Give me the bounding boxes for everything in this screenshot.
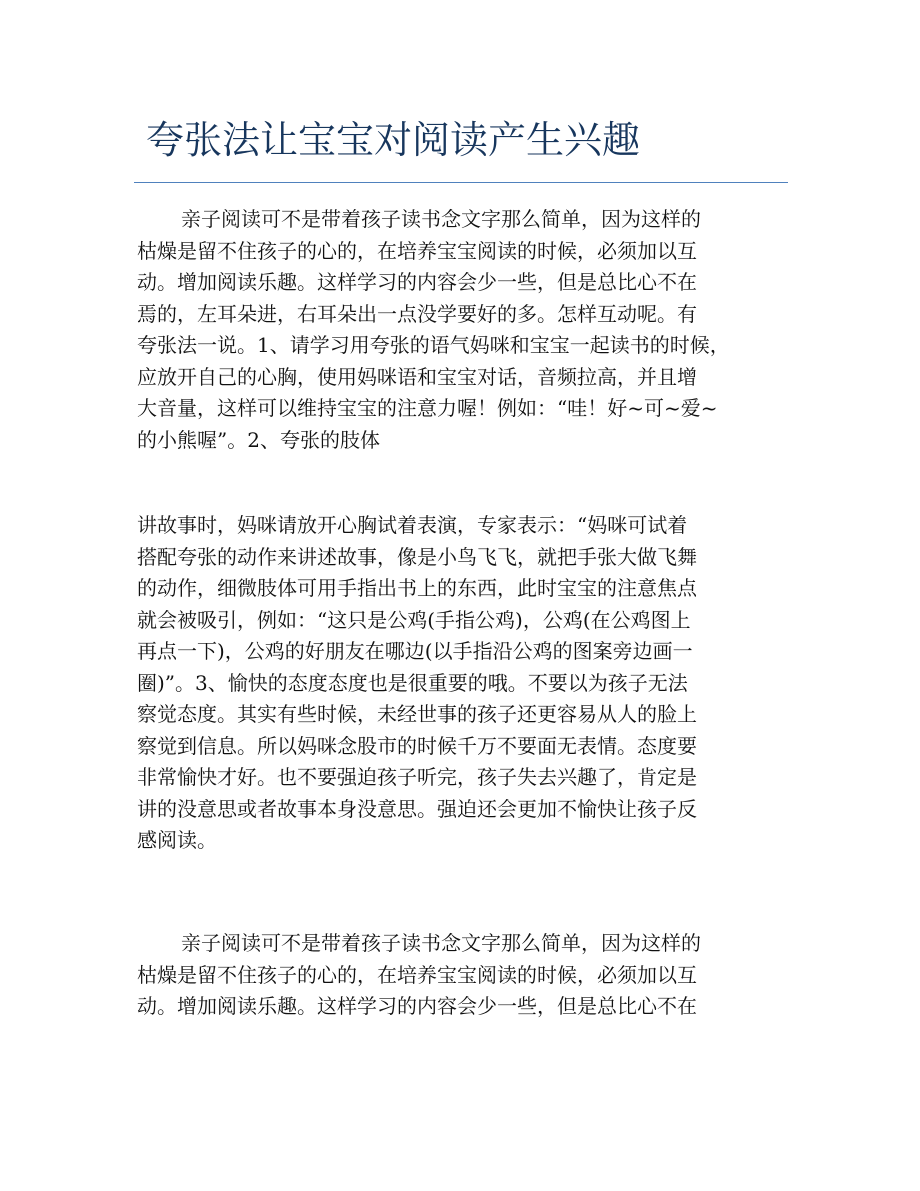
paragraph-3 bbox=[137, 928, 781, 1023]
text-line: 察觉到信息。所以妈咪念股市的时候千万不要面无表情。态度要 bbox=[137, 733, 697, 758]
text-line: 枯燥是留不住孩子的心的，在培养宝宝阅读的时候，必须加以互 bbox=[137, 962, 697, 987]
title-divider bbox=[134, 182, 788, 183]
text-line: 应放开自己的心胸，使用妈咪语和宝宝对话，音频拉高，并且增 bbox=[137, 364, 697, 389]
text-line: 就会被吸引，例如：“这只是公鸡(手指公鸡)，公鸡(在公鸡图上 bbox=[137, 607, 691, 632]
text-line: 再点一下)，公鸡的好朋友在哪边(以手指沿公鸡的图案旁边画一 bbox=[137, 639, 693, 663]
text-line: 讲的没意思或者故事本身没意思。强迫还会更加不愉快让孩子反 bbox=[137, 796, 697, 821]
text-line: 的动作，细微肢体可用手指出书上的东西，此时宝宝的注意焦点 bbox=[137, 576, 697, 600]
text-line: 亲子阅读可不是带着孩子读书念文字那么简单，因为这样的 bbox=[181, 207, 701, 231]
text-line: 非常愉快才好。也不要强迫孩子听完，孩子失去兴趣了，肯定是 bbox=[137, 765, 697, 789]
document-title: 夸张法让宝宝对阅读产生兴趣 bbox=[146, 118, 641, 162]
text-line: 讲故事时，妈咪请放开心胸试着表演，专家表示：“妈咪可试着 bbox=[137, 513, 688, 537]
text-line: 圈)”。3、愉快的态度态度也是很重要的哦。不要以为孩子无法 bbox=[137, 670, 688, 695]
paragraph-1 bbox=[137, 204, 781, 456]
text-line: 夸张法一说。1、请学习用夸张的语气妈咪和宝宝一起读书的时候， bbox=[137, 333, 730, 357]
text-line: 枯燥是留不住孩子的心的，在培养宝宝阅读的时候，必须加以互 bbox=[137, 238, 697, 263]
text-line: 察觉态度。其实有些时候，未经世事的孩子还更容易从人的脸上 bbox=[137, 702, 697, 726]
text-line: 大音量，这样可以维持宝宝的注意力喔！例如：“哇！好~可~爱~ bbox=[137, 396, 718, 420]
text-line: 动。增加阅读乐趣。这样学习的内容会少一些，但是总比心不在 bbox=[137, 270, 697, 294]
text-line: 的小熊喔”。2、夸张的肢体 bbox=[137, 427, 380, 452]
text-line: 焉的，左耳朵进，右耳朵出一点没学要好的多。怎样互动呢。有 bbox=[137, 301, 697, 326]
paragraph-2 bbox=[137, 510, 781, 857]
text-line: 亲子阅读可不是带着孩子读书念文字那么简单，因为这样的 bbox=[181, 931, 701, 955]
text-line: 感阅读。 bbox=[137, 828, 217, 852]
text-line: 动。增加阅读乐趣。这样学习的内容会少一些，但是总比心不在 bbox=[137, 994, 697, 1018]
text-line: 搭配夸张的动作来讲述故事，像是小鸟飞飞，就把手张大做飞舞 bbox=[137, 544, 697, 569]
